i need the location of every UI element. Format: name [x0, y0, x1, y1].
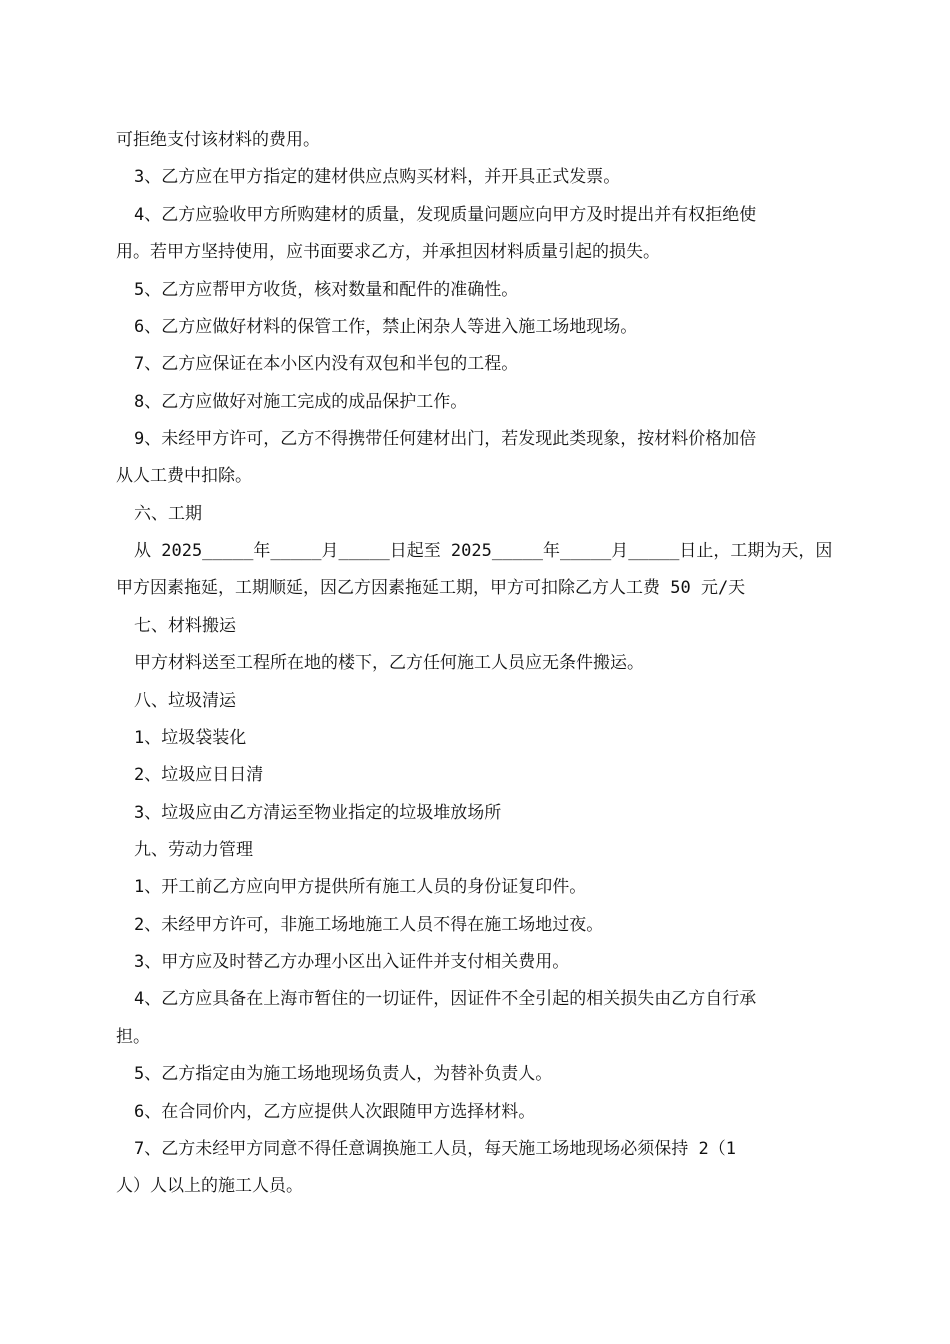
- text-line: 1、垃圾袋装化: [134, 728, 247, 748]
- text-line: 6、在合同价内，乙方应提供人次跟随甲方选择材料。: [134, 1102, 536, 1122]
- section-heading: 六、工期: [134, 504, 202, 524]
- text-line: 可拒绝支付该材料的费用。: [116, 130, 320, 150]
- text-line: 4、乙方应验收甲方所购建材的质量，发现质量问题应向甲方及时提出并有权拒绝使: [134, 205, 757, 225]
- section-heading: 九、劳动力管理: [134, 840, 253, 860]
- section-heading: 八、垃圾清运: [134, 691, 236, 711]
- text-line: 从人工费中扣除。: [116, 466, 252, 486]
- text-line: 人）人以上的施工人员。: [116, 1176, 303, 1196]
- text-line: 甲方材料送至工程所在地的楼下，乙方任何施工人员应无条件搬运。: [134, 653, 644, 673]
- text-line: 7、乙方应保证在本小区内没有双包和半包的工程。: [134, 354, 519, 374]
- text-line: 从 2025_____年_____月_____日起至 2025_____年_____月_____日止，工期为天，因: [134, 541, 833, 561]
- text-line: 7、乙方未经甲方同意不得任意调换施工人员，每天施工场地现场必须保持 2（1: [134, 1139, 736, 1159]
- text-line: 用。若甲方坚持使用，应书面要求乙方，并承担因材料质量引起的损失。: [116, 242, 660, 262]
- text-line: 2、未经甲方许可，非施工场地施工人员不得在施工场地过夜。: [134, 915, 604, 935]
- text-line: 3、垃圾应由乙方清运至物业指定的垃圾堆放场所: [134, 803, 502, 823]
- text-line: 9、未经甲方许可，乙方不得携带任何建材出门，若发现此类现象，按材料价格加倍: [134, 429, 757, 449]
- text-line: 5、乙方指定由为施工场地现场负责人，为替补负责人。: [134, 1064, 553, 1084]
- text-line: 3、乙方应在甲方指定的建材供应点购买材料，并开具正式发票。: [134, 167, 621, 187]
- text-line: 3、甲方应及时替乙方办理小区出入证件并支付相关费用。: [134, 952, 570, 972]
- text-line: 5、乙方应帮甲方收货，核对数量和配件的准确性。: [134, 280, 519, 300]
- text-line: 1、开工前乙方应向甲方提供所有施工人员的身份证复印件。: [134, 877, 587, 897]
- text-line: 8、乙方应做好对施工完成的成品保护工作。: [134, 392, 468, 412]
- section-heading: 七、材料搬运: [134, 616, 236, 636]
- text-line: 担。: [116, 1027, 150, 1047]
- text-line: 4、乙方应具备在上海市暂住的一切证件，因证件不全引起的相关损失由乙方自行承: [134, 989, 757, 1009]
- text-line: 2、垃圾应日日清: [134, 765, 264, 785]
- text-line: 6、乙方应做好材料的保管工作，禁止闲杂人等进入施工场地现场。: [134, 317, 638, 337]
- text-line: 甲方因素拖延，工期顺延，因乙方因素拖延工期，甲方可扣除乙方人工费 50 元/天: [116, 578, 746, 598]
